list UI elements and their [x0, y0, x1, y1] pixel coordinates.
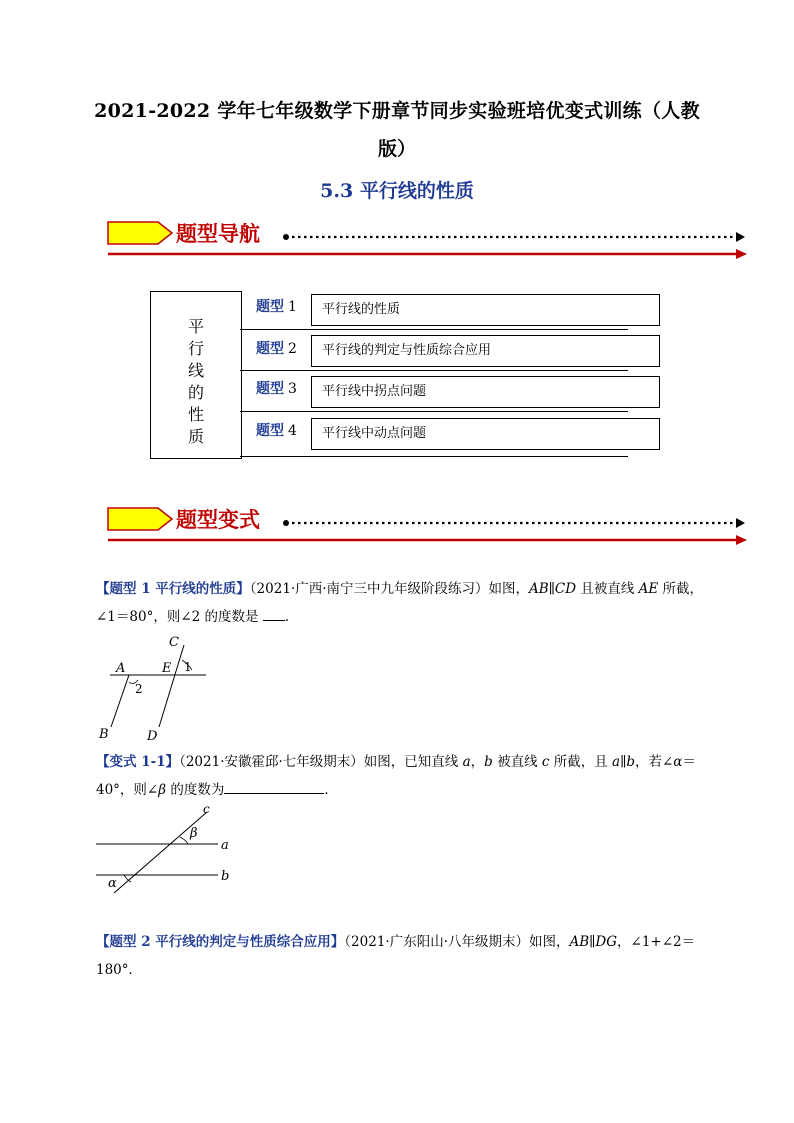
banner-arrow-graphic — [0, 216, 794, 266]
nav-label-2: 题型 2 — [256, 341, 297, 357]
fig1-label-C: C — [169, 635, 179, 650]
section-title: 5.3 平行线的性质 — [320, 180, 474, 202]
problem-2 — [96, 928, 706, 984]
fig2-label-beta: β — [190, 826, 198, 841]
figure-1-parallel-lines — [96, 630, 236, 745]
fig1-label-E: E — [162, 661, 172, 676]
fig1-label-B: B — [99, 727, 109, 742]
nav-item-2[interactable]: 平行线的判定与性质综合应用 — [311, 335, 660, 367]
fig2-label-c: c — [203, 802, 210, 816]
variant-1-1-line1: 【变式 1-1】（2021·安徽霍邱·七年级期末）如图，已知直线 a，b 被直线 c 所截，且 a∥b，若∠α＝ — [96, 754, 696, 770]
topic-box-title: 平 行 线 的 性 质 — [187, 317, 204, 446]
fig1-label-2: 2 — [135, 682, 143, 696]
answer-blank[interactable] — [263, 620, 285, 621]
banner-variants-label: 题型变式 — [176, 507, 260, 532]
banner-nav-label: 题型导航 — [176, 221, 260, 246]
nav-divider — [240, 370, 628, 371]
nav-item-4[interactable]: 平行线中动点问题 — [311, 418, 660, 450]
fig2-label-alpha: α — [108, 876, 117, 891]
nav-item-1[interactable]: 平行线的性质 — [311, 294, 660, 326]
nav-divider — [240, 411, 628, 412]
variant-1-1-line2: 40°，则∠β 的度数为 ． — [96, 782, 338, 798]
problem-2-line2: 180°． — [96, 962, 143, 978]
document-title-line1: 2021-2022 学年七年级数学下册章节同步实验班培优变式训练（人教 — [94, 100, 700, 122]
variant-1-1 — [96, 748, 706, 804]
banner-nav — [0, 216, 794, 266]
nav-label-4: 题型 4 — [256, 423, 297, 439]
banner-variants — [0, 502, 794, 552]
nav-label-3: 题型 3 — [256, 381, 297, 397]
fig1-label-D: D — [147, 729, 158, 744]
nav-divider — [240, 329, 628, 330]
nav-divider — [240, 456, 628, 457]
banner-arrow-graphic — [0, 502, 794, 552]
fig1-label-A: A — [116, 661, 126, 676]
figure-2-transversal — [94, 800, 254, 895]
nav-label-1: 题型 1 — [256, 299, 297, 315]
fig1-label-1: 1 — [184, 660, 192, 674]
fig2-label-b: b — [221, 869, 230, 884]
answer-blank[interactable] — [224, 793, 324, 794]
nav-item-3[interactable]: 平行线中拐点问题 — [311, 376, 660, 408]
problem-1-line1: 【题型 1 平行线的性质】（2021·广西·南宁三中九年级阶段练习）如图，AB∥CD 且被直线 AE 所截， — [96, 581, 704, 597]
problem-1-line2: ∠1＝80°，则∠2 的度数是 ． — [96, 609, 299, 625]
document-title-line2: 版） — [377, 138, 416, 160]
topic-box — [150, 291, 242, 459]
fig2-label-a: a — [221, 838, 229, 853]
problem-1 — [96, 575, 706, 631]
problem-2-line1: 【题型 2 平行线的判定与性质综合应用】（2021·广东阳山·八年级期末）如图，AB∥DG，∠1+∠2＝ — [96, 934, 696, 950]
